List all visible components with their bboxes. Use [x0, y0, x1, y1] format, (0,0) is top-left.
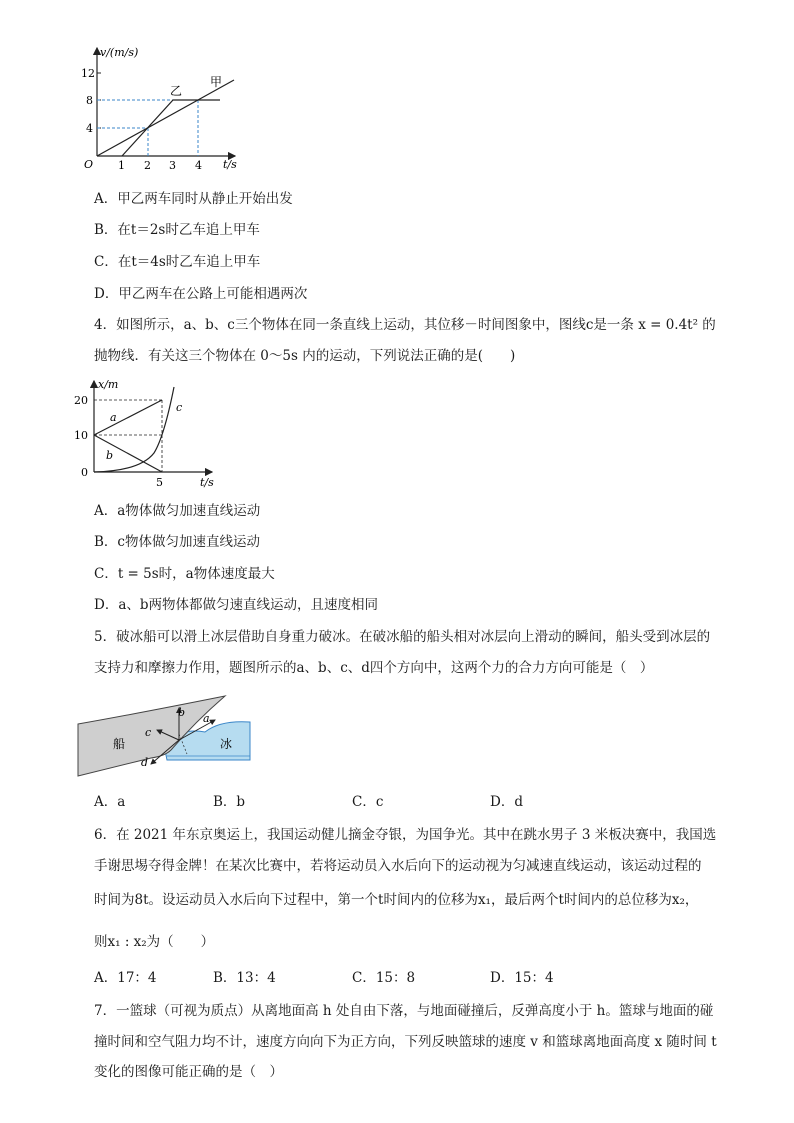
q6-stem-line3: 时间为8t。设运动员入水后向下过程中，第一个t时间内的位移为x₁，最后两个t时间内的总位移为x₂， — [94, 892, 699, 908]
q5-stem-line1: 5．破冰船可以滑上冰层借助自身重力破冰。在破冰船的船头相对冰层向上滑动的瞬间，船头受到冰层的 — [94, 629, 711, 645]
q6-stem-line1: 6．在 2021 年东京奥运上，我国运动健儿摘金夺银，为国争光。其中在跳水男子 3 米板决赛中，我国选 — [94, 827, 717, 843]
q4-stem-line1: 4．如图所示，a、b、c三个物体在同一条直线上运动，其位移－时间图象中，图线c是一条 x = 0.4t² 的 — [94, 317, 716, 333]
q4-option-a[interactable]: A．a物体做匀加速直线运动 — [94, 503, 261, 519]
label-jia: 甲 — [210, 75, 223, 89]
icebreaker-figure — [75, 692, 255, 782]
y-tick: 4 — [86, 122, 93, 135]
y-tick: 12 — [81, 67, 95, 80]
y-axis-label: v/(m/s) — [100, 46, 139, 59]
x-tick: 5 — [156, 476, 163, 489]
q3-option-a[interactable]: A．甲乙两车同时从静止开始出发 — [94, 191, 293, 207]
label-d: d — [141, 756, 149, 769]
position-time-graph — [70, 375, 220, 490]
x-tick: 4 — [195, 159, 202, 172]
label-c: c — [145, 726, 152, 739]
ship-label: 船 — [113, 737, 126, 751]
q3-option-c[interactable]: C．在t＝4s时乙车追上甲车 — [94, 254, 261, 270]
q6-stem-line2: 手谢思埸夺得金牌！在某次比赛中，若将运动员入水后向下的运动视为匀减速直线运动，该运动过程的 — [94, 858, 702, 874]
y-tick: 0 — [81, 466, 88, 479]
x-axis-label: t/s — [223, 158, 237, 171]
q5-option-d[interactable]: D．d — [490, 794, 523, 810]
label-b: b — [178, 706, 186, 719]
q4-option-b[interactable]: B．c物体做匀加速直线运动 — [94, 534, 260, 550]
x-tick: 3 — [169, 159, 176, 172]
q4-option-c[interactable]: C．t = 5s时，a物体速度最大 — [94, 566, 275, 582]
line-yi — [122, 100, 220, 156]
q4-option-d[interactable]: D．a、b两物体都做匀速直线运动，且速度相同 — [94, 597, 379, 613]
y-tick: 10 — [74, 429, 88, 442]
q6-option-d[interactable]: D．15：4 — [490, 970, 554, 986]
origin-label: O — [84, 158, 94, 171]
q7-stem-line1: 7．一篮球（可视为质点）从离地面高 h 处自由下落，与地面碰撞后，反弹高度小于 h。篮球与地面的碰 — [94, 1003, 714, 1019]
y-tick: 8 — [86, 94, 93, 107]
y-axis-label: x/m — [98, 378, 119, 391]
q5-stem-line2: 支持力和摩擦力作用，题图所示的a、b、c、d四个方向中，这两个力的合力方向可能是（ ） — [94, 660, 654, 676]
x-axis-label: t/s — [200, 476, 214, 489]
x-tick: 2 — [144, 159, 151, 172]
label-yi: 乙 — [170, 84, 183, 98]
q3-option-b[interactable]: B．在t＝2s时乙车追上甲车 — [94, 222, 260, 238]
velocity-time-graph — [70, 40, 245, 175]
line-jia — [97, 80, 234, 156]
q7-stem-line3: 变化的图像可能正确的是（ ） — [94, 1064, 283, 1080]
q6-option-b[interactable]: B．13：4 — [213, 970, 276, 986]
label-a: a — [203, 712, 210, 725]
x-tick: 1 — [118, 159, 125, 172]
q7-stem-line2: 撞时间和空气阻力均不计，速度方向向下为正方向，下列反映篮球的速度 v 和篮球离地面高度 x 随时间 t — [94, 1034, 717, 1050]
label-a: a — [110, 411, 117, 424]
q4-stem-line2: 抛物线．有关这三个物体在 0～5s 内的运动，下列说法正确的是( ) — [94, 348, 516, 364]
label-c: c — [176, 401, 183, 414]
q5-option-c[interactable]: C．c — [352, 794, 384, 810]
q6-option-a[interactable]: A．17：4 — [94, 970, 157, 986]
q3-option-d[interactable]: D．甲乙两车在公路上可能相遇两次 — [94, 286, 308, 302]
ice-label: 冰 — [220, 737, 233, 751]
q6-stem-line4: 则x₁ : x₂为（ ） — [94, 934, 215, 950]
q6-option-c[interactable]: C．15：8 — [352, 970, 416, 986]
label-b: b — [106, 449, 114, 462]
line-a — [94, 400, 162, 435]
y-tick: 20 — [74, 394, 88, 407]
q5-option-a[interactable]: A．a — [94, 794, 126, 810]
line-b — [94, 435, 162, 472]
q5-option-b[interactable]: B．b — [213, 794, 246, 810]
